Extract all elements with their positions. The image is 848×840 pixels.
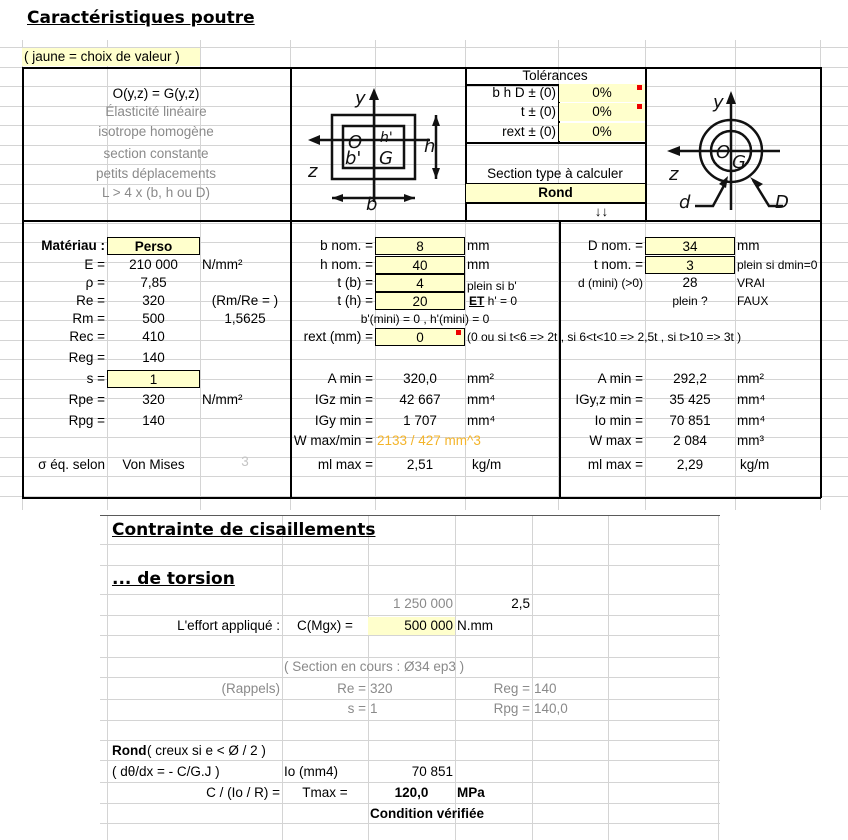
material-prop-unit [200,274,290,292]
io-label: Io (mm4) [284,764,338,779]
rect-mini-note: b'(mini) = 0 , h'(mini) = 0 [360,312,490,326]
material-prop-value: 140 [142,413,165,428]
material-prop-label: s = [86,371,105,386]
unit: mm [467,238,490,253]
condition-status: Condition vérifiée [370,806,485,821]
gridline [100,740,720,741]
rond-label: Rond [112,743,147,758]
rect-w: 2133 / 427 mm^3 [377,433,481,448]
table-border [22,497,821,499]
table-border [820,67,822,498]
circle-section-diagram [665,88,810,216]
material-prop-value: 140 [142,350,165,365]
circle-igyz: 35 425 [669,392,711,407]
hypothesis-line: isotrope homogène [98,124,214,139]
circle-plein-label: plein ? [672,294,708,308]
material-select[interactable]: Perso [107,237,200,255]
svg-text:b: b [366,194,378,212]
material-prop-unit: 1,5625 [224,311,266,326]
svg-text:d: d [679,192,691,213]
svg-text:z: z [669,164,679,185]
material-prop-unit: (Rm/Re = ) [211,293,279,308]
hypothesis-line: petits déplacements [95,166,217,181]
s-label: s = [347,701,366,716]
material-prop-unit: N/mm² [202,257,243,272]
rect-tb-label: t (b) = [337,275,373,290]
circle-io: 70 851 [669,413,711,428]
re-value: 320 [370,681,393,696]
axis-z-label: z [308,161,318,182]
rect-th-label: t (h) = [337,293,373,308]
rect-ml: 2,51 [406,457,434,472]
table-border [645,67,647,220]
rect-section-diagram [300,82,450,212]
gridline [100,782,720,783]
gridline [0,223,848,224]
gridline [100,677,720,678]
material-prop-label: ρ = [85,275,105,290]
rect-igy-label: IGy min = [314,413,373,428]
torsion-aux2: 2,5 [511,596,530,611]
rect-th-note-text: h' = 0 [484,294,517,308]
circle-t-note: plein si dmin=0 [737,258,818,272]
circle-amin: 292,2 [673,371,707,386]
unit: mm⁴ [467,392,496,407]
circle-d-flag: VRAI [737,276,766,290]
material-prop-value[interactable]: 1 [107,370,200,388]
material-prop-unit [200,370,290,388]
gridline [100,544,720,545]
rect-amin-label: A min = [327,371,373,386]
material-prop-unit [200,412,290,430]
unit: mm⁴ [737,413,766,428]
material-prop-label: Rpe = [68,392,105,407]
circle-amin-label: A min = [597,371,643,386]
hypothesis-origin: O(y,z) = G(y,z) [112,86,200,101]
unit: mm⁴ [737,392,766,407]
material-prop-unit [200,349,290,367]
unit: kg/m [472,457,502,472]
svg-text:y: y [713,92,724,113]
rect-h-input[interactable]: 40 [375,256,465,274]
rond-note: ( creux si e < Ø / 2 ) [147,743,266,758]
circle-plein-flag: FAUX [737,294,769,308]
material-prop-label: Rec = [69,329,105,344]
material-prop-value: 7,85 [140,275,167,290]
s-value: 1 [370,701,378,716]
material-prop-value: 210 000 [129,257,178,272]
tolerance-bhd-input[interactable]: 0% [559,84,645,102]
circle-D-label: D nom. = [587,238,643,253]
material-prop-value: 500 [142,311,165,326]
material-prop-label: Rpg = [68,413,105,428]
circle-w-label: W max = [589,433,643,448]
unit: mm [467,257,490,272]
re-label: Re = [337,681,366,696]
section-type-select[interactable]: Rond [466,184,645,202]
rpg-label: Rpg = [493,701,530,716]
c-label: C(Mgx) = [297,618,353,633]
sheet-top-border [100,515,720,516]
svg-text:D: D [775,192,789,213]
tolerance-label: b h D ± (0) [492,85,556,100]
material-prop-label: Rm = [72,311,105,326]
section-type-arrows: ↓↓ [594,204,609,219]
torsion-title: Contrainte de cisaillements [112,520,376,540]
svg-text:O: O [348,132,363,153]
torsion-aux1: 1 250 000 [392,596,453,611]
circle-d-label: d (mini) (>0) [577,276,643,290]
unit: mm² [467,371,494,386]
circle-t-input[interactable]: 3 [645,256,735,274]
hypothesis-line: section constante [103,146,209,161]
material-prop-label: E = [84,257,105,272]
svg-text:b': b' [345,148,362,169]
rect-w-label: W max/min = [293,433,373,448]
rect-igz: 42 667 [399,392,441,407]
hypothesis-line: Élasticité linéaire [105,104,207,119]
gridline [0,476,848,477]
io-value: 70 851 [411,764,453,779]
criterion-select[interactable]: Von Mises [122,457,185,472]
table-border [22,220,821,222]
c-input[interactable]: 500 000 [368,617,455,635]
gridline [100,615,720,616]
material-prop-unit: N/mm² [202,392,243,407]
circle-ml: 2,29 [676,457,704,472]
section-note: ( Section en cours : Ø34 ep3 ) [284,659,465,674]
unit: mm [737,238,760,253]
circle-d: 28 [682,275,698,290]
section-type-label: Section type à calculer [487,166,623,181]
unit: mm³ [737,433,764,448]
rect-b-label: b nom. = [320,238,373,253]
rect-igy: 1 707 [403,413,437,428]
rect-rext-input[interactable]: 0 [375,328,465,346]
circle-w: 2 084 [673,433,707,448]
svg-text:h: h [424,136,436,157]
tmax-label: Tmax = [302,785,348,800]
material-prop-value: 320 [142,392,165,407]
reg-label: Reg = [493,681,530,696]
table-border [22,67,821,69]
material-label: Matériau : [41,238,105,253]
torsion-formula: ( dθ/dx = - C/G.J ) [112,764,220,779]
material-prop-label: Reg = [68,350,105,365]
tolerance-label: t ± (0) [520,104,556,119]
material-prop-label: Re = [76,293,105,308]
rect-tb-note: plein si b' [467,279,517,293]
svg-text:G: G [732,152,746,173]
rpg-value: 140,0 [534,701,568,716]
svg-text:G: G [379,148,393,169]
effort-label: L'effort appliqué : [177,618,280,633]
rect-rext-label: rext (mm) = [303,329,373,344]
tmax-value: 120,0 [394,785,429,800]
tolerance-label: rext ± (0) [502,124,556,139]
circle-t-label: t nom. = [593,257,643,272]
rect-b-input[interactable]: 8 [375,237,465,255]
torsion-subtitle: ... de torsion [112,569,235,589]
c-unit: N.mm [457,618,493,633]
gridline [100,823,720,824]
unit: mm² [737,371,764,386]
gridline [100,565,720,566]
unit: kg/m [740,457,770,472]
gridline [100,760,720,761]
page-title: Caractéristiques poutre [27,8,255,28]
tau-formula: C / (Io / R) = [206,785,280,800]
table-border [465,142,645,144]
circle-io-label: Io min = [594,413,643,428]
rect-amin: 320,0 [403,371,437,386]
criterion-label: σ éq. selon [38,457,105,472]
tolerance-rext-input[interactable]: 0% [559,123,645,141]
rect-igz-label: IGz min = [314,392,373,407]
axis-y-label: y [355,88,366,109]
rect-ml-label: ml max = [317,457,373,472]
reg-value: 140 [534,681,557,696]
rect-rext-note: (0 ou si t<6 => 2t , si 6<t<10 => 2,5t , si t>10 => 3t ) [467,330,742,344]
rect-h-label: h nom. = [320,257,373,272]
rect-th-note [467,292,558,310]
gridline [100,720,720,721]
circle-ml-label: ml max = [587,457,643,472]
material-prop-unit [200,328,290,346]
tolerances-header: Tolérances [522,68,588,83]
material-prop-value: 410 [142,329,165,344]
svg-text:h': h' [380,130,393,146]
legend-note: ( jaune = choix de valeur ) [22,48,200,66]
gridline [100,635,720,636]
tmax-unit: MPa [457,785,485,800]
circle-igyz-label: IGy,z min = [575,392,643,407]
unit: mm⁴ [467,413,496,428]
rect-th-input[interactable]: 20 [375,292,465,310]
rect-th-note-bold: ET [469,294,485,308]
svg-text:O: O [716,142,731,163]
rappels-label: (Rappels) [221,681,280,696]
tolerance-t-input[interactable]: 0% [559,103,645,121]
hypothesis-line: L > 4 x (b, h ou D) [102,185,210,200]
rect-tb-input[interactable]: 4 [375,274,465,292]
gridline [100,803,720,804]
criterion-code: 3 [241,454,249,469]
circle-D-input[interactable]: 34 [645,237,735,255]
material-prop-value: 320 [142,293,165,308]
